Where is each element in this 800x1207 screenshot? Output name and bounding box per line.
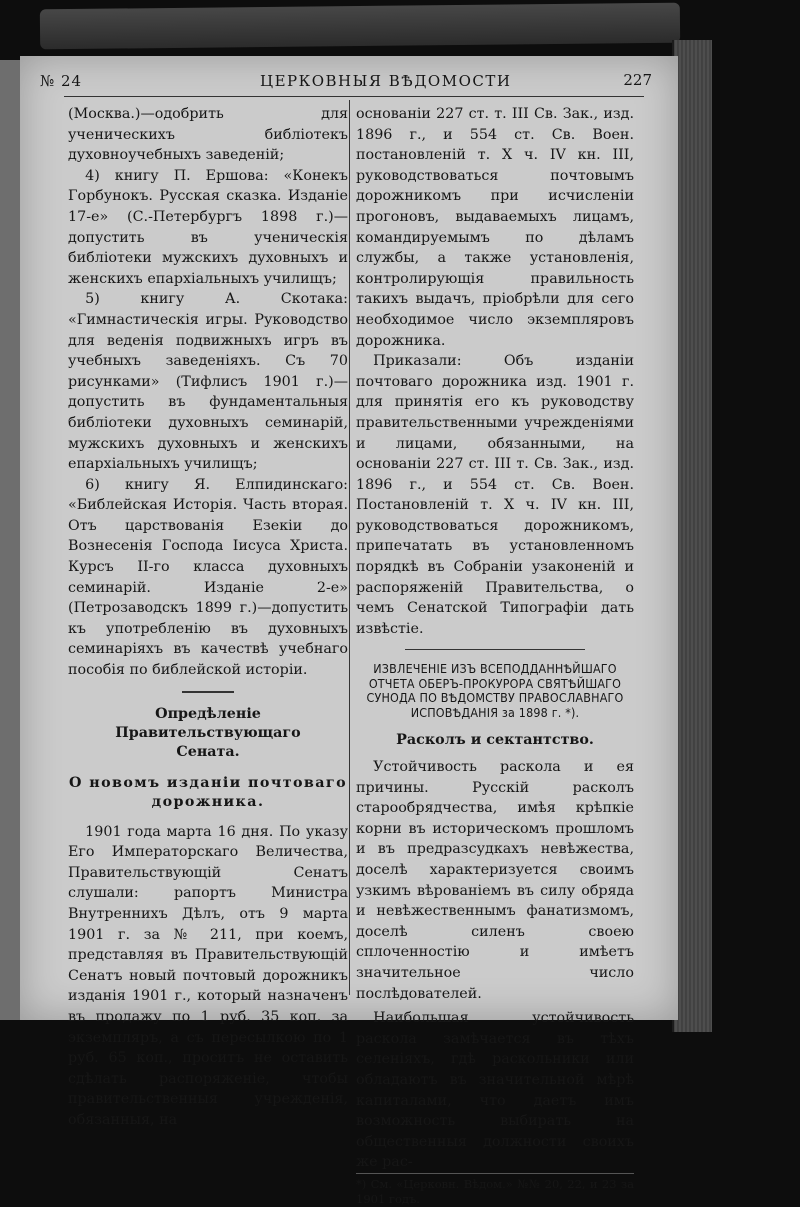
header-rule: [64, 96, 644, 97]
journal-title: ЦЕРКОВНЫЯ ВѢДОМОСТИ: [260, 72, 512, 90]
section-heading: Опредѣленіе Правительствующаго Сената.: [115, 705, 301, 760]
book-binding-top: [40, 3, 680, 50]
column-divider: [349, 100, 350, 995]
paragraph: (Москва.)—одобрить для ученическихъ библіотекъ духовноучебныхъ заведеній;: [68, 106, 348, 164]
paragraph: 4) книгу П. Ершова: «Конекъ Горбунокъ. Русская сказка. Изданіе 17-е» (С.-Петербургъ 1898 г.)—допустить въ ученическія библіотеки мужскихъ духовныхъ и женскихъ епархіальныхъ училищъ;: [68, 167, 348, 287]
running-header: [20, 66, 678, 96]
paragraph: Устойчивость раскола и ея причины. Русскій расколъ старообрядчества, имѣя крѣпкіе корни въ историческомъ прошломъ и въ предразсудкахъ невѣжества, доселѣ характеризуется своимъ узкимъ вѣрованіемъ въ силу обряда и невѣжественнымъ фанатизмомъ, доселѣ силенъ своею сплоченностію и имѣетъ значительное число послѣдователей.: [356, 759, 634, 1002]
paragraph: 5) книгу А. Скотака: «Гимнастическія игры. Руководство для веденія подвижныхъ игръ въ учебныхъ заведеніяхъ. Съ 70 рисунками» (Тифлисъ 1901 г.)—допустить въ фундаментальныя библіотеки духовныхъ семинарій, мужскихъ духовныхъ и женскихъ епархіальныхъ училищъ;: [68, 291, 348, 473]
left-column: [68, 104, 348, 1131]
right-column: [356, 104, 634, 1207]
issue-number: № 24: [40, 72, 83, 90]
section-rule: [405, 649, 585, 650]
paragraph: Наибольшая устойчивость раскола замѣчается въ тѣхъ селеніяхъ, гдѣ раскольники или обладаютъ въ значительной мѣрѣ капиталами, что даетъ имъ возможность выбирать на общественныя должности своихъ же рас-: [356, 1010, 634, 1171]
report-subheading: Расколъ и сектантство.: [396, 732, 594, 749]
page-number: 227: [623, 71, 652, 89]
paragraph: основаніи 227 ст. т. III Св. Зак., изд. 1896 г., и 554 ст. Св. Воен. постановленій т. X ч. IV кн. III, руководствоваться почтовымъ дорожникомъ при исчисленіи прогоновъ, выдаваемыхъ лицамъ, командируемымъ по дѣламъ службы, а также установленія, контролирующія правильность такихъ выдачъ, пріобрѣли для сего необходимое число экземпляровъ дорожника.: [356, 106, 634, 349]
book-left-edge: [0, 60, 22, 1020]
book-binding-right: [672, 40, 712, 1032]
footnote: *) См. «Церковн. Вѣдом.» №№ 20, 22, и 23 за 1901 годъ.: [356, 1173, 634, 1207]
report-heading: ИЗВЛЕЧЕНІЕ ИЗЪ ВСЕПОДДАННѢЙШАГО ОТЧЕТА ОБЕРЪ-ПРОКУРОРА СВЯТѢЙШАГО СУНОДА ПО ВѢДОМСТВУ ПРАВОСЛАВНАГО ИСПОВѢДАНІЯ за 1898 г. *).: [366, 661, 624, 720]
book-page: [20, 56, 678, 1206]
paragraph: 6) книгу Я. Елпидинскаго: «Библейская Исторія. Часть вторая. Отъ царствованія Езекіи до Вознесенія Господа Іисуса Христа. Курсъ II-го класса духовныхъ семинарій. Изданіе 2-е» (Петрозаводскъ 1899 г.)—допустить къ употребленію въ духовныхъ семинаріяхъ въ качествѣ учебнаго пособія по библейской исторіи.: [68, 476, 348, 679]
section-rule: [182, 691, 234, 693]
paragraph: Приказали: Объ изданіи почтоваго дорожника изд. 1901 г. для принятія его къ руководству правительственными учрежденіями и лицами, обязанными, на основаніи 227 ст. III т. Св. Зак., изд. 1896 г., и 554 ст. Св. Воен. Постановленій т. X ч. IV кн. III, руководствоваться дорожникомъ, припечатать въ установленномъ порядкѣ въ Собраніи узаконеній и распоряженій Правительства, о чемъ Сенатской Типографіи дать извѣстіе.: [356, 353, 634, 637]
section-subheading: О новомъ изданіи почтоваго дорожника.: [68, 774, 348, 810]
paragraph: 1901 года марта 16 дня. По указу Его Императорскаго Величества, Правительствующій Сенатъ слушали: рапортъ Министра Внутреннихъ Дѣлъ, отъ 9 марта 1901 г. за № 211, при коемъ, представляя въ Правительствующій Сенатъ новый почтовый дорожникъ изданія 1901 г., который назначенъ въ продажу по 1 руб. 35 коп. за экземпляръ, а съ пересылкою по 1 руб. 65 коп., проситъ не оставить сдѣлать распоряженіе, чтобы правительственныя учрежденія, обязанныя, на: [68, 823, 348, 1128]
